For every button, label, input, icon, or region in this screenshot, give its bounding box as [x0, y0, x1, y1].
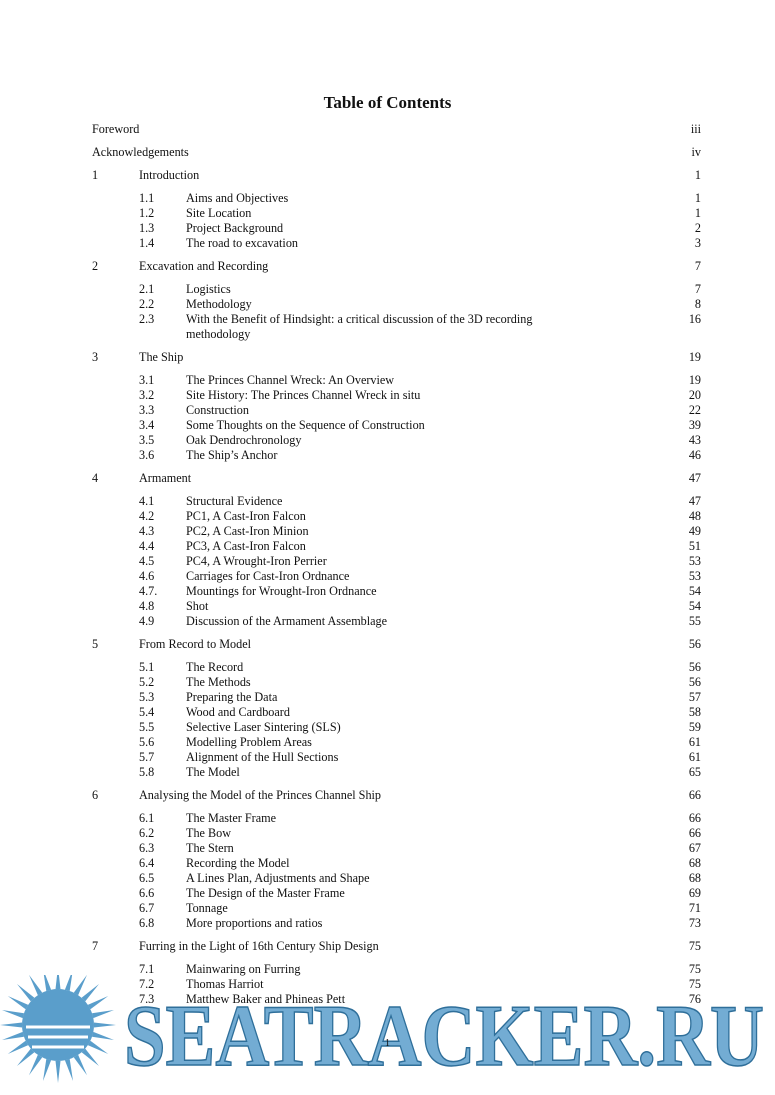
- sun-ray: [2, 1032, 24, 1040]
- entry-page: 53: [688, 554, 701, 568]
- entry-number: 1.4: [139, 236, 155, 250]
- entry-page: 39: [688, 418, 701, 432]
- entry-number: 1.3: [139, 221, 155, 235]
- entry-number: 1.2: [139, 206, 155, 220]
- entry-title: The Princes Channel Wreck: An Overview: [186, 373, 395, 387]
- entry-title: Aims and Objectives: [186, 191, 289, 205]
- entry-page: 43: [688, 433, 701, 447]
- entry-number: 4.6: [139, 569, 155, 583]
- entry-page: 54: [688, 599, 701, 613]
- entry-title: Alignment of the Hull Sections: [186, 750, 339, 764]
- entry-page: 68: [688, 871, 701, 885]
- watermark-logo: [0, 975, 775, 1085]
- entry-number: 3.4: [139, 418, 155, 432]
- sun-ray: [29, 975, 42, 995]
- entry-title: Site Location: [186, 206, 252, 220]
- entry-title: Construction: [186, 403, 249, 417]
- entry-page: 68: [688, 856, 701, 870]
- entry-page: 46: [688, 448, 701, 462]
- entry-page: 59: [688, 720, 701, 734]
- sun-ray: [74, 1055, 87, 1075]
- entry-number: 2: [92, 259, 99, 273]
- entry-page: 65: [688, 765, 701, 779]
- entry-title: Logistics: [186, 282, 231, 296]
- entry-title: Project Background: [186, 221, 284, 235]
- entry-title: Oak Dendrochronology: [186, 433, 302, 447]
- entry-page: 75: [688, 977, 701, 991]
- entry-title: The Master Frame: [186, 811, 277, 825]
- entry-title: The road to excavation: [186, 236, 299, 250]
- entry-title: Thomas Harriot: [186, 977, 264, 991]
- entry-number: 1: [92, 168, 99, 182]
- entry-page: 3: [694, 236, 701, 250]
- entry-page: 76: [688, 992, 701, 1006]
- entry-number: 4.8: [139, 599, 155, 613]
- entry-title: More proportions and ratios: [186, 916, 323, 930]
- entry-number: 7.2: [139, 977, 155, 991]
- sun-ray: [8, 1041, 28, 1054]
- entry-title: Discussion of the Armament Assemblage: [186, 614, 388, 628]
- entry-page: 61: [688, 735, 701, 749]
- entry-number: 6.7: [139, 901, 155, 915]
- entry-number: 4.9: [139, 614, 155, 628]
- sun-ray: [82, 984, 99, 1001]
- sun-ray: [65, 975, 73, 991]
- sun-icon: [0, 975, 116, 1083]
- entry-title: Acknowledgements: [92, 145, 189, 159]
- entry-title: Preparing the Data: [186, 690, 278, 704]
- entry-number: 3: [92, 350, 99, 364]
- entry-title: Wood and Cardboard: [186, 705, 290, 719]
- entry-title: With the Benefit of Hindsight: a critical discussion of the 3D recording methodology: [186, 312, 533, 341]
- sun-ray: [82, 1049, 99, 1066]
- entry-number: 5.7: [139, 750, 155, 764]
- entry-title: Recording the Model: [186, 856, 290, 870]
- entry-title: Methodology: [186, 297, 252, 311]
- entry-number: 6.4: [139, 856, 155, 870]
- entry-page: 66: [688, 826, 701, 840]
- entry-page: 7: [694, 259, 701, 273]
- entry-title: The Stern: [186, 841, 234, 855]
- entry-title: Mountings for Wrought-Iron Ordnance: [186, 584, 377, 598]
- entry-number: 2.3: [139, 312, 155, 326]
- entry-title: PC1, A Cast-Iron Falcon: [186, 509, 306, 523]
- entry-number: 5.4: [139, 705, 155, 719]
- entry-title: The Methods: [186, 675, 251, 689]
- sun-ray: [43, 975, 51, 991]
- entry-page: 57: [688, 690, 701, 704]
- entry-page: 8: [694, 297, 701, 311]
- sun-ray: [43, 1059, 51, 1081]
- entry-page: 66: [688, 811, 701, 825]
- entry-page: 58: [688, 705, 701, 719]
- sun-ray: [29, 1055, 42, 1075]
- entry-number: 3.5: [139, 433, 155, 447]
- entry-page: 69: [688, 886, 701, 900]
- entry-page: 1: [694, 206, 701, 220]
- entry-title: The Design of the Master Frame: [186, 886, 345, 900]
- entry-number: 5.3: [139, 690, 155, 704]
- entry-number: 6.2: [139, 826, 155, 840]
- entry-number: 5.1: [139, 660, 155, 674]
- entry-number: 5.6: [139, 735, 155, 749]
- entry-page: 1: [694, 191, 701, 205]
- entry-title: The Bow: [186, 826, 232, 840]
- entry-page: 2: [694, 221, 701, 235]
- sun-ray: [0, 1023, 22, 1028]
- watermark-text: SEATRACKER.RU: [124, 988, 764, 1085]
- entry-page: 66: [688, 788, 701, 802]
- entry-number: 5: [92, 637, 99, 651]
- entry-title: Site History: The Princes Channel Wreck in situ: [186, 388, 421, 402]
- entry-title: Carriages for Cast-Iron Ordnance: [186, 569, 350, 583]
- entry-title: Excavation and Recording: [139, 259, 269, 273]
- entry-number: 7.3: [139, 992, 155, 1006]
- entry-title: Matthew Baker and Phineas Pett: [186, 992, 346, 1006]
- entry-page: 73: [688, 916, 701, 930]
- entry-page: 47: [688, 494, 701, 508]
- entry-title: The Record: [186, 660, 244, 674]
- entry-number: 5.8: [139, 765, 155, 779]
- entry-page: 71: [688, 901, 701, 915]
- entry-number: 6: [92, 788, 99, 802]
- entry-number: 5.2: [139, 675, 155, 689]
- entry-title: The Ship’s Anchor: [186, 448, 278, 462]
- entry-number: 4.1: [139, 494, 155, 508]
- sun-ray: [2, 1010, 24, 1018]
- toc-title: Table of Contents: [323, 93, 452, 112]
- sun-ray: [56, 1061, 61, 1083]
- sun-ray: [74, 975, 87, 995]
- entry-title: Mainwaring on Furring: [186, 962, 301, 976]
- entry-number: 4.3: [139, 524, 155, 538]
- entry-title: Structural Evidence: [186, 494, 283, 508]
- entry-page: 75: [688, 962, 701, 976]
- sun-ray: [8, 996, 28, 1009]
- entry-title: The Model: [186, 765, 240, 779]
- entry-title: Analysing the Model of the Princes Channel Ship: [139, 788, 382, 802]
- entry-page: 19: [688, 350, 701, 364]
- entry-page: 51: [688, 539, 701, 553]
- entry-page: 56: [688, 675, 701, 689]
- entry-title: PC3, A Cast-Iron Falcon: [186, 539, 306, 553]
- entry-number: 3.6: [139, 448, 155, 462]
- entry-page: 1: [694, 168, 701, 182]
- entry-number: 3.3: [139, 403, 155, 417]
- entry-number: 5.5: [139, 720, 155, 734]
- entry-page: 61: [688, 750, 701, 764]
- sun-ray: [92, 1032, 114, 1040]
- entry-number: 4.7.: [139, 584, 158, 598]
- entry-page: 75: [688, 939, 701, 953]
- entry-title: Selective Laser Sintering (SLS): [186, 720, 341, 734]
- entry-number: 4.4: [139, 539, 155, 553]
- entry-title: Introduction: [139, 168, 200, 182]
- entry-number: 7: [92, 939, 99, 953]
- sun-ray: [17, 984, 34, 1001]
- entry-page: 48: [688, 509, 701, 523]
- entry-title: A Lines Plan, Adjustments and Shape: [186, 871, 370, 885]
- entry-page: 20: [688, 388, 701, 402]
- entry-page: 7: [694, 282, 701, 296]
- entry-number: 2.1: [139, 282, 155, 296]
- entry-title: Modelling Problem Areas: [186, 735, 312, 749]
- entry-page: iii: [690, 122, 701, 136]
- entry-title: Armament: [139, 471, 192, 485]
- entry-title: Furring in the Light of 16th Century Ship Design: [139, 939, 379, 953]
- sun-ray: [92, 1010, 114, 1018]
- sun-ray: [17, 1049, 34, 1066]
- entry-number: 4.5: [139, 554, 155, 568]
- entry-page: 67: [688, 841, 701, 855]
- entry-number: 7.1: [139, 962, 155, 976]
- sun-ray: [94, 1023, 116, 1028]
- entry-number: 3.2: [139, 388, 155, 402]
- entry-number: 6.8: [139, 916, 155, 930]
- entry-page: 22: [688, 403, 701, 417]
- entry-page: 55: [688, 614, 701, 628]
- entry-number: 6.3: [139, 841, 155, 855]
- sun-ray: [56, 975, 61, 989]
- entry-page: 16: [688, 312, 701, 326]
- entry-title: Tonnage: [186, 901, 228, 915]
- entry-page: 56: [688, 660, 701, 674]
- entry-page: 19: [688, 373, 701, 387]
- entry-number: 2.2: [139, 297, 155, 311]
- entry-number: 6.5: [139, 871, 155, 885]
- entry-title: Some Thoughts on the Sequence of Construction: [186, 418, 425, 432]
- entry-page: iv: [691, 145, 701, 159]
- entry-page: 56: [688, 637, 701, 651]
- entry-page: 49: [688, 524, 701, 538]
- entry-number: 4.2: [139, 509, 155, 523]
- entry-number: 3.1: [139, 373, 155, 387]
- sun-ray: [65, 1059, 73, 1081]
- entry-title: Foreword: [92, 122, 140, 136]
- entry-title: The Ship: [139, 350, 184, 364]
- sun-ray: [88, 996, 108, 1009]
- entry-page: 54: [688, 584, 701, 598]
- sun-ray: [88, 1041, 108, 1054]
- entry-number: 1.1: [139, 191, 155, 205]
- entry-title: Shot: [186, 599, 209, 613]
- entry-number: 4: [92, 471, 99, 485]
- entry-page: 47: [688, 471, 701, 485]
- entry-number: 6.1: [139, 811, 155, 825]
- entry-number: 6.6: [139, 886, 155, 900]
- page-number: 1: [385, 1038, 390, 1049]
- entry-title: PC4, A Wrought-Iron Perrier: [186, 554, 327, 568]
- entry-page: 53: [688, 569, 701, 583]
- entry-title: PC2, A Cast-Iron Minion: [186, 524, 309, 538]
- entry-title: From Record to Model: [139, 637, 252, 651]
